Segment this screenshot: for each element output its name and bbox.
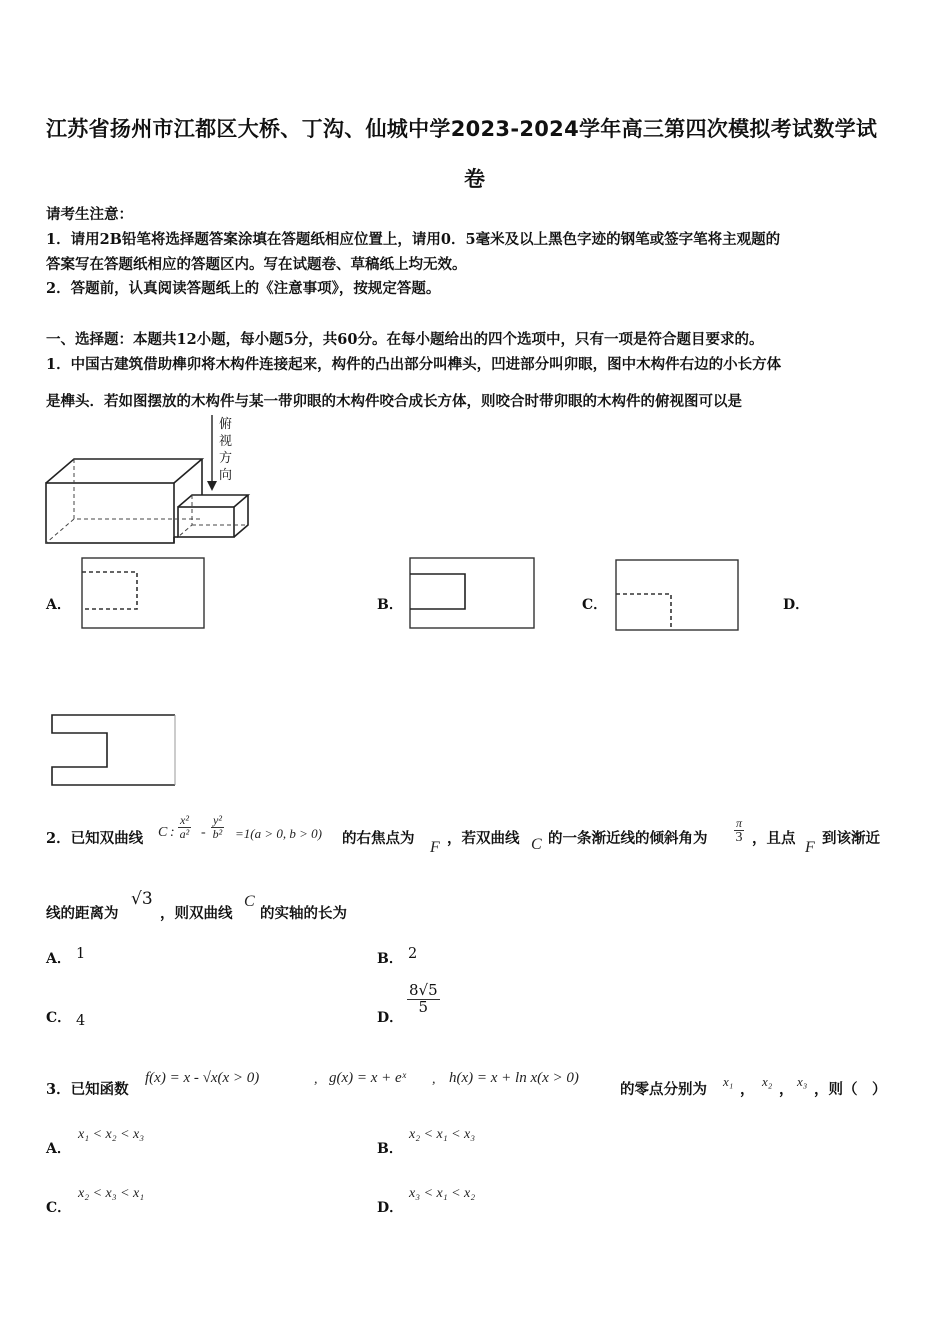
numerator: y² xyxy=(213,813,222,827)
q3-option-d-label[interactable]: D． xyxy=(377,1200,404,1216)
question-3-text: ，则（ ） xyxy=(814,1081,887,1098)
fraction-pi-3 xyxy=(734,817,744,845)
denominator: 3 xyxy=(735,829,743,845)
q2-option-c-label[interactable]: C． xyxy=(46,1010,72,1026)
question-2-lead: 2．已知双曲线 xyxy=(46,830,144,847)
q2-option-a-label[interactable]: A． xyxy=(46,951,71,967)
question-2-text: ，若双曲线 xyxy=(447,830,520,847)
option-c-label[interactable]: C． xyxy=(582,597,608,613)
colon: : xyxy=(170,825,175,840)
notice-item-2: 2．答题前，认真阅读答题纸上的《注意事项》，按规定答题。 xyxy=(46,280,441,297)
denominator: b² xyxy=(212,826,223,841)
minus-sign: - xyxy=(201,825,206,840)
question-2-text-cont: 线的距离为 xyxy=(46,905,119,922)
function-g: g(x) = x + eˣ xyxy=(329,1070,406,1086)
q3-option-a-label[interactable]: A． xyxy=(46,1141,71,1157)
curve-c-symbol: C xyxy=(531,836,542,853)
q2-option-d-label[interactable]: D． xyxy=(377,1010,404,1026)
zero-x2: x₂ xyxy=(762,1074,773,1089)
view-label-char: 俯 xyxy=(219,417,233,432)
view-label-char: 方 xyxy=(219,451,233,466)
comma: ， xyxy=(779,1081,794,1098)
option-a-label[interactable]: A． xyxy=(46,597,71,613)
question-3-lead: 3．已知函数 xyxy=(46,1081,129,1098)
comma: ， xyxy=(740,1081,755,1098)
notice-heading: 请考生注意： xyxy=(46,206,133,223)
q2-option-d-value xyxy=(407,983,440,1016)
fraction-x2-a2 xyxy=(178,814,191,840)
q3-option-a-value: x₁ < x₂ < x₃ xyxy=(78,1127,145,1142)
page-title-continued: 卷 xyxy=(464,167,486,191)
focus-f: F xyxy=(430,839,440,856)
q3-option-c-label[interactable]: C． xyxy=(46,1200,72,1216)
sqrt-3: √3 xyxy=(131,889,153,909)
separator: , xyxy=(432,1072,436,1087)
q2-option-b-label[interactable]: B． xyxy=(377,951,403,967)
question-2-text: 到该渐近 xyxy=(822,830,880,847)
zero-x1: x₁ xyxy=(723,1074,734,1089)
section-heading: 一、选择题：本题共12小题，每小题5分，共60分。在每小题给出的四个选项中，只有一项是符合题目要求的。 xyxy=(46,331,764,348)
numerator: π xyxy=(736,816,743,830)
view-label-char: 视 xyxy=(219,434,233,449)
function-f: f(x) = x - √x(x > 0) xyxy=(145,1070,260,1086)
question-2-text: ，且点 xyxy=(752,830,796,847)
option-d-label[interactable]: D． xyxy=(783,597,810,613)
question-2-text: 的一条渐近线的倾斜角为 xyxy=(548,830,708,847)
q2-option-c-value: 4 xyxy=(76,1013,86,1029)
option-b-label[interactable]: B． xyxy=(377,597,403,613)
page-title: 江苏省扬州市江都区大桥、丁沟、仙城中学2023-2024学年高三第四次模拟考试数学试 xyxy=(46,117,878,141)
question-2-text: 的右焦点为 xyxy=(342,830,415,847)
view-label-char: 向 xyxy=(219,468,233,483)
hyperbola-condition: =1(a > 0, b > 0) xyxy=(235,826,322,841)
function-h: h(x) = x + ln x(x > 0) xyxy=(449,1070,579,1086)
question-3-text: 的零点分别为 xyxy=(620,1081,707,1098)
notice-item-1: 1．请用2B铅笔将选择题答案涂填在答题纸相应位置上，请用0．5毫米及以上黑色字迹的钢笔或签字笔将主观题的 xyxy=(46,231,781,248)
option-c-figure xyxy=(614,558,742,634)
zero-x3: x₃ xyxy=(797,1074,808,1089)
q3-option-b-value: x₂ < x₁ < x₃ xyxy=(409,1127,476,1142)
question-1-text-cont: 是榫头．若如图摆放的木构件与某一带卯眼的木构件咬合成长方体，则咬合时带卯眼的木构件的俯视图可以是 xyxy=(46,393,742,410)
numerator: 8√5 xyxy=(409,981,438,999)
question-1-text: 1．中国古建筑借助榫卯将木构件连接起来，构件的凸出部分叫榫头，凹进部分叫卯眼，图中木构件右边的小长方体 xyxy=(46,356,782,373)
denominator: a² xyxy=(179,826,190,841)
curve-c-symbol: C xyxy=(244,893,255,910)
option-b-figure xyxy=(408,556,538,632)
view-direction-label xyxy=(219,416,235,484)
notice-item-1-cont: 答案写在答题纸相应的答题区内。写在试题卷、草稿纸上均无效。 xyxy=(46,256,467,273)
option-a-figure xyxy=(80,556,208,632)
wood-component-figure xyxy=(40,415,280,550)
curve-c-symbol: C xyxy=(158,825,168,840)
fraction-y2-b2 xyxy=(211,814,224,840)
option-d-figure xyxy=(49,713,179,789)
question-2-text-cont: ，则双曲线 xyxy=(160,905,233,922)
q3-option-b-label[interactable]: B． xyxy=(377,1141,403,1157)
question-2-text-cont: 的实轴的长为 xyxy=(260,905,347,922)
q3-option-d-value: x₃ < x₁ < x₂ xyxy=(409,1186,476,1201)
focus-f: F xyxy=(805,839,815,856)
separator: , xyxy=(314,1072,318,1087)
numerator: x² xyxy=(180,813,189,827)
denominator: 5 xyxy=(418,997,429,1016)
q2-option-b-value: 2 xyxy=(408,946,418,962)
q2-option-a-value: 1 xyxy=(76,946,86,962)
q3-option-c-value: x₂ < x₃ < x₁ xyxy=(78,1186,145,1201)
